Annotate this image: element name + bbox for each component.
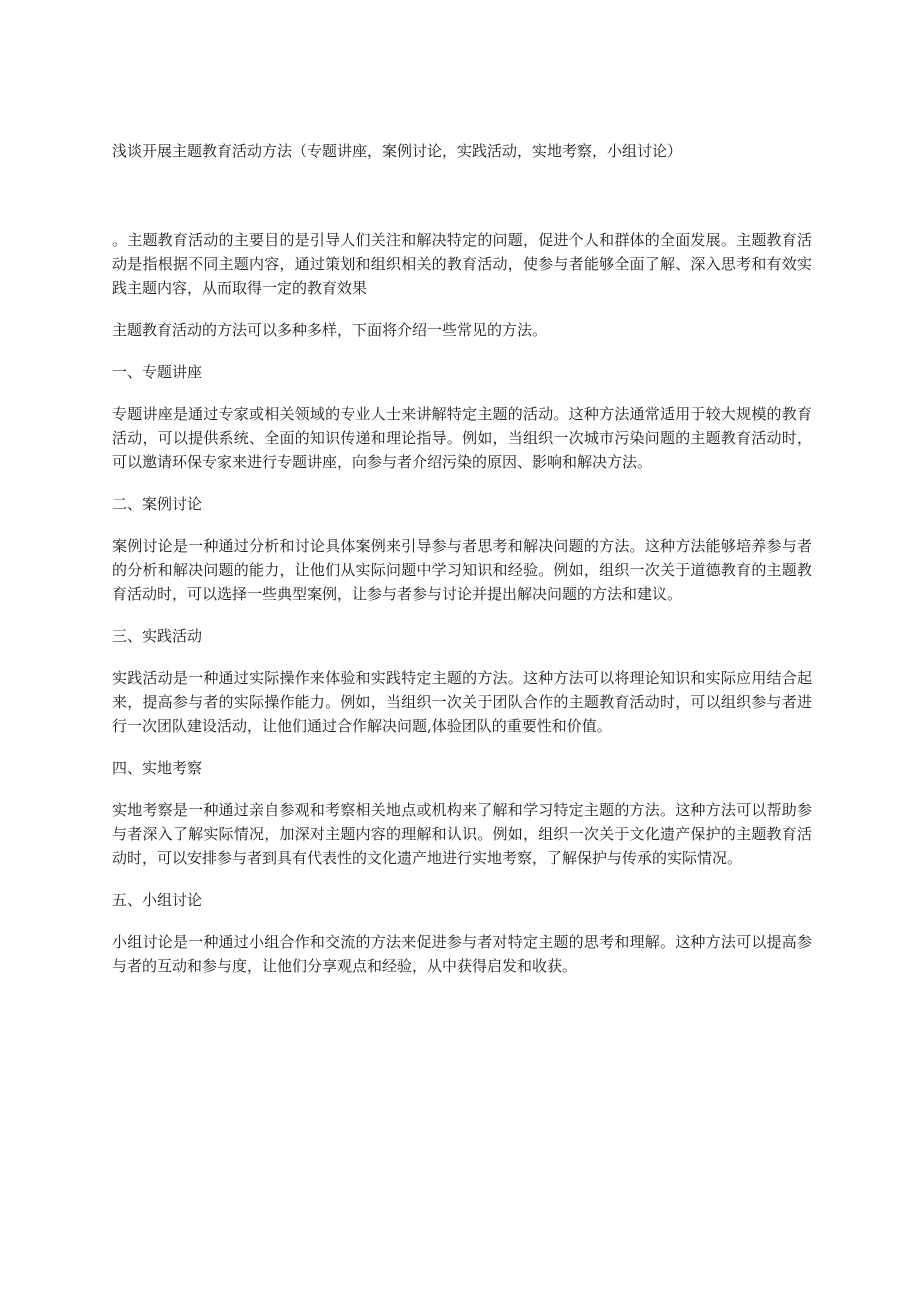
section-heading: 五、小组讨论 bbox=[112, 891, 203, 909]
section-practice-activity bbox=[112, 624, 812, 738]
intro-paragraph: 。主题教育活动的主要目的是引导人们关注和解决特定的问题，促进个人和群体的全面发展。主题教育活动是指根据不同主题内容，通过策划和组织相关的教育活动，使参与者能够全面了解、深入思考和有效实践主题内容，从而取得一定的教育效果 bbox=[112, 231, 812, 297]
section-case-discussion bbox=[112, 492, 812, 606]
section-heading: 四、实地考察 bbox=[112, 759, 203, 777]
overview-paragraph: 主题教育活动的方法可以多种多样，下面将介绍一些常见的方法。 bbox=[112, 321, 548, 339]
section-field-study bbox=[112, 756, 812, 870]
section-lecture bbox=[112, 360, 812, 474]
section-body: 实地考察是一种通过亲自参观和考察相关地点或机构来了解和学习特定主题的方法。这种方法可以帮助参与者深入了解实际情况，加深对主题内容的理解和认识。例如，组织一次关于文化遗产保护的主题教育活动时，可以安排参与者到具有代表性的文化遗产地进行实地考察，了解保护与传承的实际情况。 bbox=[112, 801, 812, 867]
section-body: 案例讨论是一种通过分析和讨论具体案例来引导参与者思考和解决问题的方法。这种方法能够培养参与者的分析和解决问题的能力，让他们从实际问题中学习知识和经验。例如，组织一次关于道德教育的主题教育活动时，可以选择一些典型案例，让参与者参与讨论并提出解决问题的方法和建议。 bbox=[112, 537, 812, 603]
section-body: 专题讲座是通过专家或相关领域的专业人士来讲解特定主题的活动。这种方法通常适用于较大规模的教育活动，可以提供系统、全面的知识传递和理论指导。例如，当组织一次城市污染问题的主题教育活动时，可以邀请环保专家来进行专题讲座，向参与者介绍污染的原因、影响和解决方法。 bbox=[112, 405, 812, 471]
document-title: 浅谈开展主题教育活动方法（专题讲座，案例讨论，实践活动，实地考察，小组讨论） bbox=[112, 142, 683, 160]
section-heading: 二、案例讨论 bbox=[112, 495, 203, 513]
section-heading: 一、专题讲座 bbox=[112, 363, 203, 381]
section-group-discussion bbox=[112, 888, 812, 978]
document-content bbox=[112, 228, 812, 996]
section-body: 小组讨论是一种通过小组合作和交流的方法来促进参与者对特定主题的思考和理解。这种方法可以提高参与者的互动和参与度，让他们分享观点和经验，从中获得启发和收获。 bbox=[112, 933, 812, 975]
section-heading: 三、实践活动 bbox=[112, 627, 203, 645]
section-body: 实践活动是一种通过实际操作来体验和实践特定主题的方法。这种方法可以将理论知识和实际应用结合起来，提高参与者的实际操作能力。例如，当组织一次关于团队合作的主题教育活动时，可以组织参与者进行一次团队建设活动，让他们通过合作解决问题,体验团队的重要性和价值。 bbox=[112, 669, 812, 735]
